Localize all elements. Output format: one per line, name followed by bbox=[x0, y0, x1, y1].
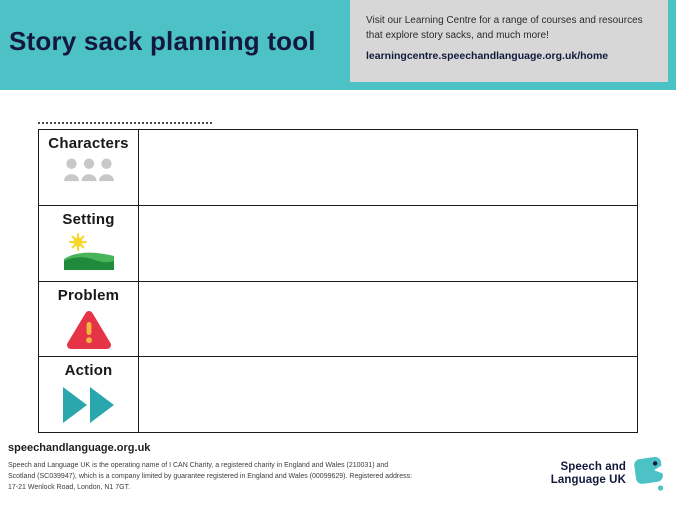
table-row-setting bbox=[39, 206, 637, 282]
table-row-action bbox=[39, 357, 637, 432]
action-label: Action bbox=[64, 362, 113, 380]
characters-input-cell[interactable] bbox=[139, 130, 637, 205]
footer-website[interactable]: speechandlanguage.org.uk bbox=[8, 442, 151, 454]
page-title: Story sack planning tool bbox=[9, 26, 316, 56]
header-banner bbox=[0, 0, 676, 90]
table-row-problem bbox=[39, 282, 637, 358]
learning-centre-link[interactable]: learningcentre.speechandlanguage.org.uk/home bbox=[366, 50, 609, 62]
logo-text-line2: Language UK bbox=[550, 474, 626, 486]
speech-and-language-uk-logo bbox=[551, 455, 666, 493]
people-icon bbox=[62, 157, 116, 182]
speech-bubble-face-icon bbox=[632, 455, 666, 493]
action-input-cell[interactable] bbox=[139, 357, 637, 432]
characters-label-cell bbox=[39, 130, 139, 205]
info-text: Visit our Learning Centre for a range of courses and resources that explore story sacks, and much more! bbox=[366, 15, 643, 41]
warning-icon bbox=[66, 309, 112, 350]
table-row-characters bbox=[39, 130, 637, 206]
setting-input-cell[interactable] bbox=[139, 206, 637, 281]
planner-table bbox=[38, 129, 638, 433]
setting-label: Setting bbox=[62, 210, 115, 228]
learning-centre-info-box bbox=[350, 0, 668, 82]
logo-text-line1: Speech and bbox=[560, 460, 626, 473]
problem-input-cell[interactable] bbox=[139, 282, 637, 357]
footer-legal-text: Speech and Language UK is the operating name of I CAN Charity, a registered charity in England and Wales (210031) and Scotland (SC039947), which is a company limited by guarantee registered in England and Wales (00099629). Registered address: 17-21 Wenlock Road, London, N1 7GT. bbox=[8, 462, 413, 491]
problem-label-cell bbox=[39, 282, 139, 357]
landscape-icon bbox=[63, 233, 115, 271]
action-label-cell bbox=[39, 357, 139, 432]
logo-text bbox=[551, 461, 626, 487]
title-dotted-line[interactable] bbox=[38, 116, 212, 124]
characters-label: Characters bbox=[48, 135, 129, 152]
setting-label-cell bbox=[39, 206, 139, 281]
problem-label: Problem bbox=[57, 286, 120, 304]
fast-forward-icon bbox=[60, 384, 118, 426]
